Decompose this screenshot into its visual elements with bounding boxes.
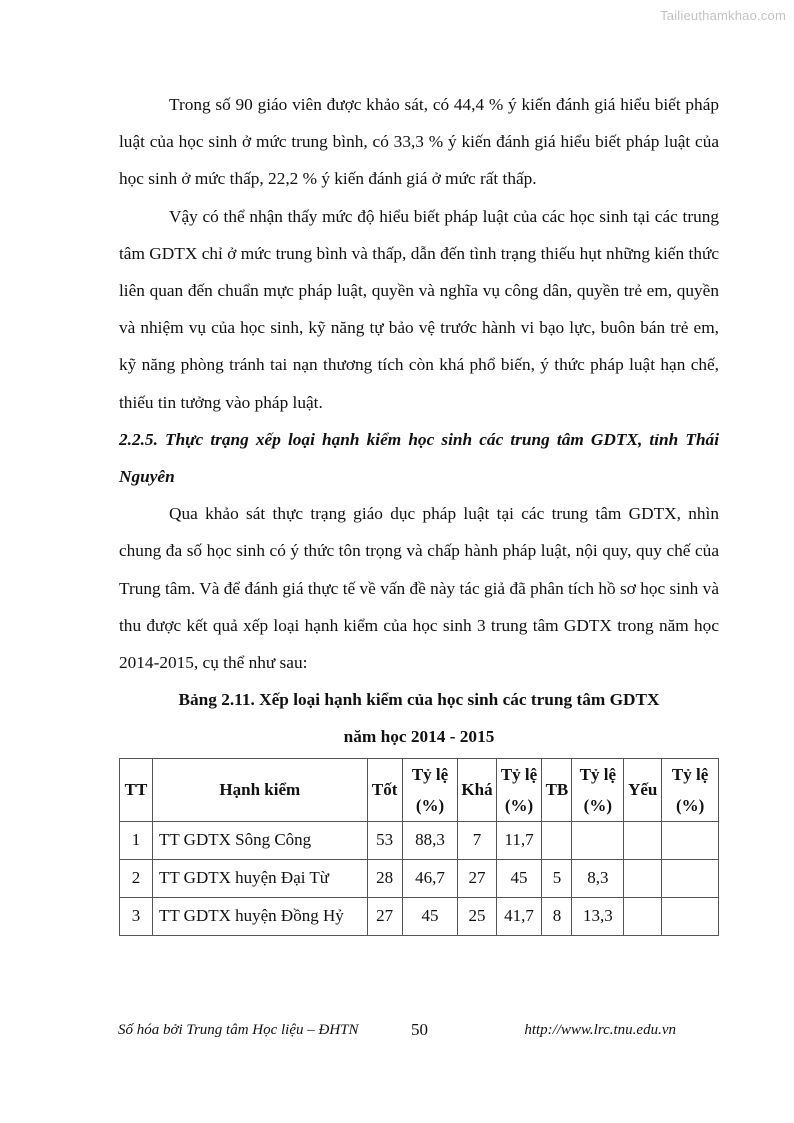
cell-pct4	[662, 897, 719, 935]
table-header-row	[120, 758, 719, 821]
header-pct4: Tỷ lệ (%)	[662, 758, 719, 821]
footer-url: http://www.lrc.tnu.edu.vn	[524, 1022, 676, 1038]
cell-tt: 2	[120, 859, 153, 897]
paragraph: Vậy có thể nhận thấy mức độ hiểu biết pháp luật của các học sinh tại các trung tâm GDTX chỉ ở mức trung bình và thấp, dẫn đến tình trạng thiếu hụt những kiến thức liên quan đến chuẩn mực pháp luật, quyền và nghĩa vụ công dân, quyền trẻ em, quyền và nhiệm vụ của học sinh, kỹ năng tự bảo vệ trước hành vi bạo lực, buôn bán trẻ em, kỹ năng phòng tránh tai nạn thương tích còn khá phổ biến, ý thức pháp luật hạn chế, thiếu tin tưởng vào pháp luật.	[119, 206, 719, 412]
cell-tot: 27	[367, 897, 402, 935]
cell-name: TT GDTX huyện Đại Từ	[152, 859, 367, 897]
cell-yeu	[624, 859, 662, 897]
cell-pct1: 45	[402, 897, 458, 935]
cell-name: TT GDTX Sông Công	[152, 821, 367, 859]
header-tt: TT	[120, 758, 153, 821]
cell-yeu	[624, 897, 662, 935]
header-pct3: Tỷ lệ (%)	[572, 758, 624, 821]
header-tb: TB	[542, 758, 572, 821]
header-tot: Tốt	[367, 758, 402, 821]
page-footer	[118, 1020, 718, 1044]
cell-name: TT GDTX huyện Đồng Hỷ	[152, 897, 367, 935]
header-yeu: Yếu	[624, 758, 662, 821]
table-caption-year: năm học 2014 - 2015	[343, 727, 495, 747]
cell-kha: 25	[458, 897, 496, 935]
footer-source: Số hóa bởi Trung tâm Học liệu – ĐHTN	[118, 1022, 359, 1038]
header-kha: Khá	[458, 758, 496, 821]
cell-pct4	[662, 821, 719, 859]
cell-pct1: 46,7	[402, 859, 458, 897]
cell-tb: 5	[542, 859, 572, 897]
table-row	[120, 897, 719, 935]
table-caption: Bảng 2.11. Xếp loại hạnh kiểm của học sinh các trung tâm GDTX	[178, 690, 660, 710]
cell-yeu	[624, 821, 662, 859]
cell-tt: 3	[120, 897, 153, 935]
header-pct2: Tỷ lệ (%)	[496, 758, 542, 821]
cell-tb	[542, 821, 572, 859]
cell-pct3	[572, 821, 624, 859]
table-row	[120, 859, 719, 897]
cell-kha: 27	[458, 859, 496, 897]
cell-pct2: 45	[496, 859, 542, 897]
cell-kha: 7	[458, 821, 496, 859]
cell-pct3: 13,3	[572, 897, 624, 935]
page-number: 50	[411, 1020, 428, 1039]
page-content	[119, 86, 719, 936]
conduct-table	[119, 758, 719, 936]
watermark: Tailieuthamkhao.com	[660, 8, 786, 23]
cell-tt: 1	[120, 821, 153, 859]
header-pct1: Tỷ lệ (%)	[402, 758, 458, 821]
cell-pct2: 11,7	[496, 821, 542, 859]
table-row	[120, 821, 719, 859]
cell-pct3: 8,3	[572, 859, 624, 897]
cell-pct1: 88,3	[402, 821, 458, 859]
cell-tot: 53	[367, 821, 402, 859]
cell-tot: 28	[367, 859, 402, 897]
paragraph: Trong số 90 giáo viên được khảo sát, có 44,4 % ý kiến đánh giá hiểu biết pháp luật của học sinh ở mức trung bình, có 33,3 % ý kiến đánh giá hiểu biết pháp luật của học sinh ở mức thấp, 22,2 % ý kiến đánh giá ở mức rất thấp.	[119, 95, 719, 189]
cell-pct2: 41,7	[496, 897, 542, 935]
cell-tb: 8	[542, 897, 572, 935]
paragraph: Qua khảo sát thực trạng giáo dục pháp luật tại các trung tâm GDTX, nhìn chung đa số học sinh có ý thức tôn trọng và chấp hành pháp luật, nội quy, quy chế của Trung tâm. Và để đánh giá thực tế về vấn đề này tác giả đã phân tích hồ sơ học sinh và thu được kết quả xếp loại hạnh kiểm của học sinh 3 trung tâm GDTX trong năm học 2014-2015, cụ thể như sau:	[119, 504, 719, 673]
header-name: Hạnh kiểm	[152, 758, 367, 821]
cell-pct4	[662, 859, 719, 897]
section-heading: 2.2.5. Thực trạng xếp loại hạnh kiểm học sinh các trung tâm GDTX, tỉnh Thái Nguyên	[119, 429, 719, 487]
